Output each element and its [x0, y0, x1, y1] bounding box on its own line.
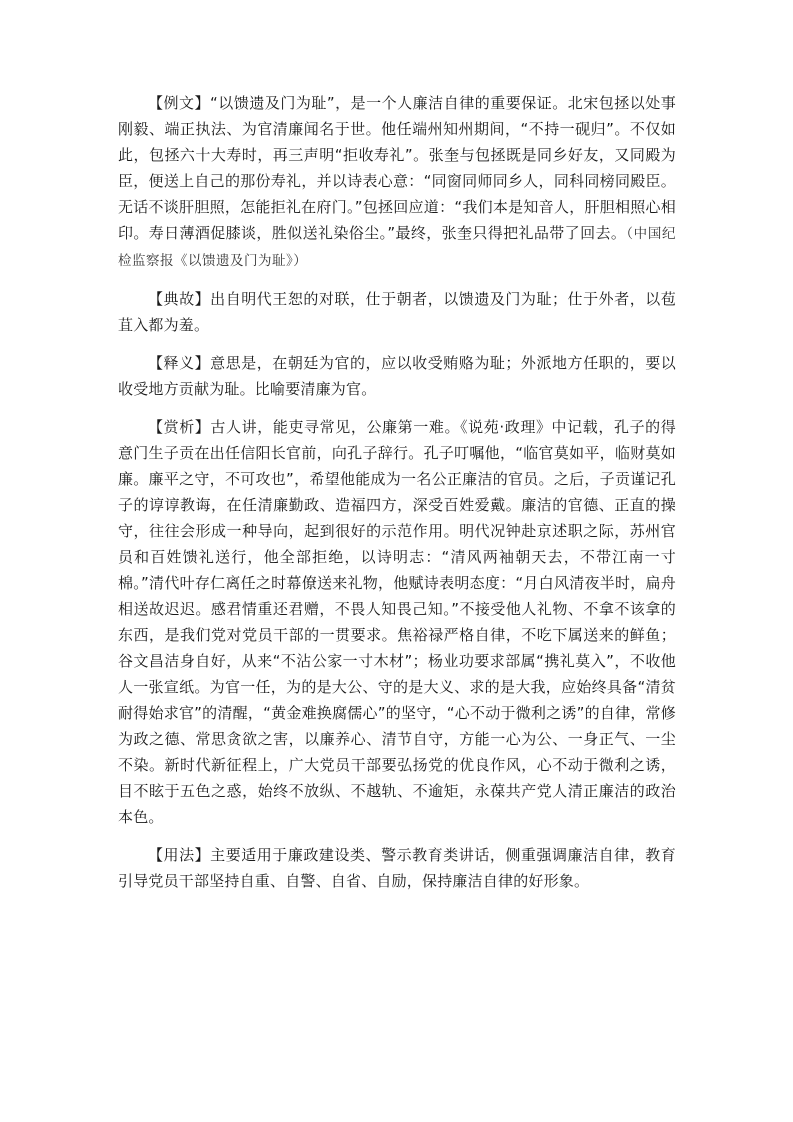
paragraph-meaning [118, 350, 676, 402]
paragraph-example [118, 90, 676, 274]
paragraph-allusion [118, 286, 676, 338]
paragraph-appreciation [118, 414, 676, 830]
example-source-citation: （中国纪检监察报《以馈遗及门为耻》） [118, 226, 677, 269]
section-label-appreciation: 【赏析】 [148, 418, 211, 436]
section-label-allusion: 【典故】 [148, 290, 211, 308]
appreciation-text: 古人讲，能吏寻常见，公廉第一难。《说苑·政理》中记载，孔子的得意门生子贡在出任信阳长官前，向孔子辞行。孔子叮嘱他，“临官莫如平，临财莫如廉。廉平之守，不可攻也”，希望他能成为一名公正廉洁的官员。之后，子贡谨记孔子的谆谆教诲，在任清廉勤政、造福四方，深受百姓爱戴。廉洁的官德、正直的操守，往往会形成一种导向，起到很好的示范作用。明代况钟赴京述职之际，苏州官员和百姓馈礼送行，他全部拒绝，以诗明志：“清风两袖朝天去，不带江南一寸棉。”清代叶存仁离任之时幕僚送来礼物，他赋诗表明态度：“月白风清夜半时，扁舟相送故迟迟。感君情重还君赠，不畏人知畏己知。”不接受他人礼物、不拿不该拿的东西，是我们党对党员干部的一贯要求。焦裕禄严格自律，不吃下属送来的鲜鱼；谷文昌洁身自好，从来“不沾公家一寸木材”；杨业功要求部属“携礼莫入”，不收他人一张宣纸。为官一任，为的是大公、守的是大义、求的是大我，应始终具备“清贫耐得始求官”的清醒，“黄金难换腐儒心”的坚守，“心不动于微利之诱”的自律，常修为政之德、常思贪欲之害，以廉养心、清节自守，方能一心为公、一身正气、一尘不染。新时代新征程上，广大党员干部要弘扬党的优良作风，心不动于微利之诱，目不眩于五色之惑，始终不放纵、不越轨、不逾矩，永葆共产党人清正廉洁的政治本色。 [118, 418, 676, 826]
usage-text: 主要适用于廉政建设类、警示教育类讲话，侧重强调廉洁自律，教育引导党员干部坚持自重、自警、自省、自励，保持廉洁自律的好形象。 [118, 846, 676, 890]
example-text: “以馈遗及门为耻”，是一个人廉洁自律的重要保证。北宋包拯以处事刚毅、端正执法、为官清廉闻名于世。他任端州知州期间，“不持一砚归”。不仅如此，包拯六十大寿时，再三声明“拒收寿礼”。张奎与包拯既是同乡好友，又同殿为臣，便送上自己的那份寿礼，并以诗表心意：“同窗同师同乡人，同科同榜同殿臣。无话不谈肝胆照，怎能拒礼在府门。”包拯回应道：“我们本是知音人，肝胆相照心相印。寿日薄酒促膝谈，胜似送礼染俗尘。”最终，张奎只得把礼品带了回去。 [118, 94, 676, 242]
section-label-meaning: 【释义】 [148, 354, 211, 372]
allusion-text: 出自明代王恕的对联，仕于朝者，以馈遗及门为耻；仕于外者，以苞苴入都为羞。 [118, 290, 676, 334]
meaning-text: 意思是，在朝廷为官的，应以收受贿赂为耻；外派地方任职的，要以收受地方贡献为耻。比喻要清廉为官。 [118, 354, 676, 398]
section-label-example: 【例文】 [148, 94, 211, 112]
section-label-usage: 【用法】 [148, 846, 211, 864]
document-body [118, 90, 676, 906]
paragraph-usage [118, 842, 676, 894]
